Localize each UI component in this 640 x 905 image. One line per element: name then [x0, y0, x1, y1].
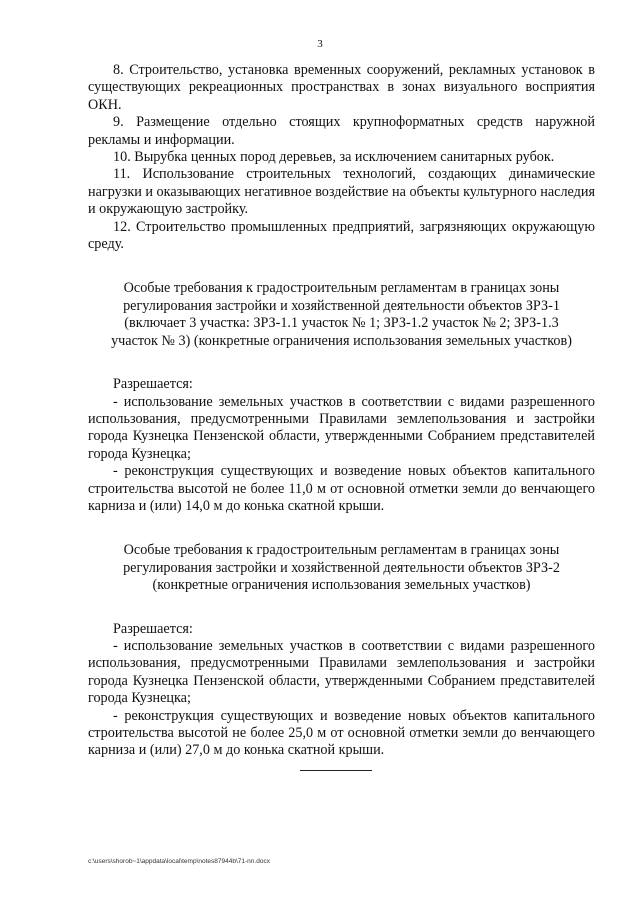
- list-item: 8. Строительство, установка временных сооружений, рекламных установок в существующих рекреационных пространствах в зонах визуального восприятия ОКН.: [88, 62, 595, 113]
- list-item: 11. Использование строительных технологий, создающих динамические нагрузки и оказывающих негативное воздействие на объекты культурного наследия и окружающую застройку.: [88, 166, 595, 218]
- allowed-label: Разрешается:: [113, 376, 193, 393]
- list-item: 12. Строительство промышленных предприятий, загрязняющих окружающую среду.: [88, 218, 595, 253]
- section-heading-zrz1: [88, 280, 595, 350]
- list-item: 9. Размещение отдельно стоящих крупноформатных средств наружной рекламы и информации.: [88, 114, 595, 148]
- list-item: 10. Вырубка ценных пород деревьев, за исключением санитарных рубок.: [113, 149, 555, 166]
- list-item: - использование земельных участков в соответствии с видами разрешенного использования, предусмотренными Правилами землепользования и застройки города Кузнецка Пензенской области, утвержденными Собранием представителей города Кузнецка;: [88, 393, 595, 462]
- heading-line: регулирования застройки и хозяйственной деятельности объектов ЗРЗ-1: [123, 297, 560, 314]
- allowed-label: Разрешается:: [113, 620, 193, 637]
- list-item: - использование земельных участков в соответствии с видами разрешенного использования, предусмотренными Правилами землепользования и застройки города Кузнецка Пензенской области, утвержденными Собранием представителей города Кузнецка;: [88, 637, 595, 707]
- heading-line: (включает 3 участка: ЗРЗ-1.1 участок № 1; ЗРЗ-1.2 участок № 2; ЗРЗ-1.3: [124, 315, 559, 332]
- heading-line: регулирования застройки и хозяйственной деятельности объектов ЗРЗ-2: [123, 559, 560, 576]
- document-body: [88, 62, 595, 760]
- list-item: - реконструкция существующих и возведение новых объектов капитального строительства высотой не более 25,0 м от основной отметки земли до венчающего карниза и (или) 27,0 м до конька скатной крыши.: [88, 707, 595, 759]
- heading-line: Особые требования к градостроительным регламентам в границах зоны: [123, 280, 560, 297]
- page-number: 3: [317, 38, 323, 50]
- end-divider: [300, 770, 372, 771]
- heading-line: (конкретные ограничения использования земельных участков): [152, 577, 531, 594]
- file-path-footer: c:\users\shorob~1\appdata\local\temp\notes87944b\71-nn.docx: [88, 858, 270, 865]
- section-heading-zrz2: [88, 542, 595, 594]
- heading-line: участок № 3) (конкретные ограничения использования земельных участков): [111, 332, 572, 349]
- heading-line: Особые требования к градостроительным регламентам в границах зоны: [123, 542, 560, 559]
- list-item: - реконструкция существующих и возведение новых объектов капитального строительства высотой не более 11,0 м от основной отметки земли до венчающего карниза и (или) 14,0 м до конька скатной крыши.: [88, 463, 595, 514]
